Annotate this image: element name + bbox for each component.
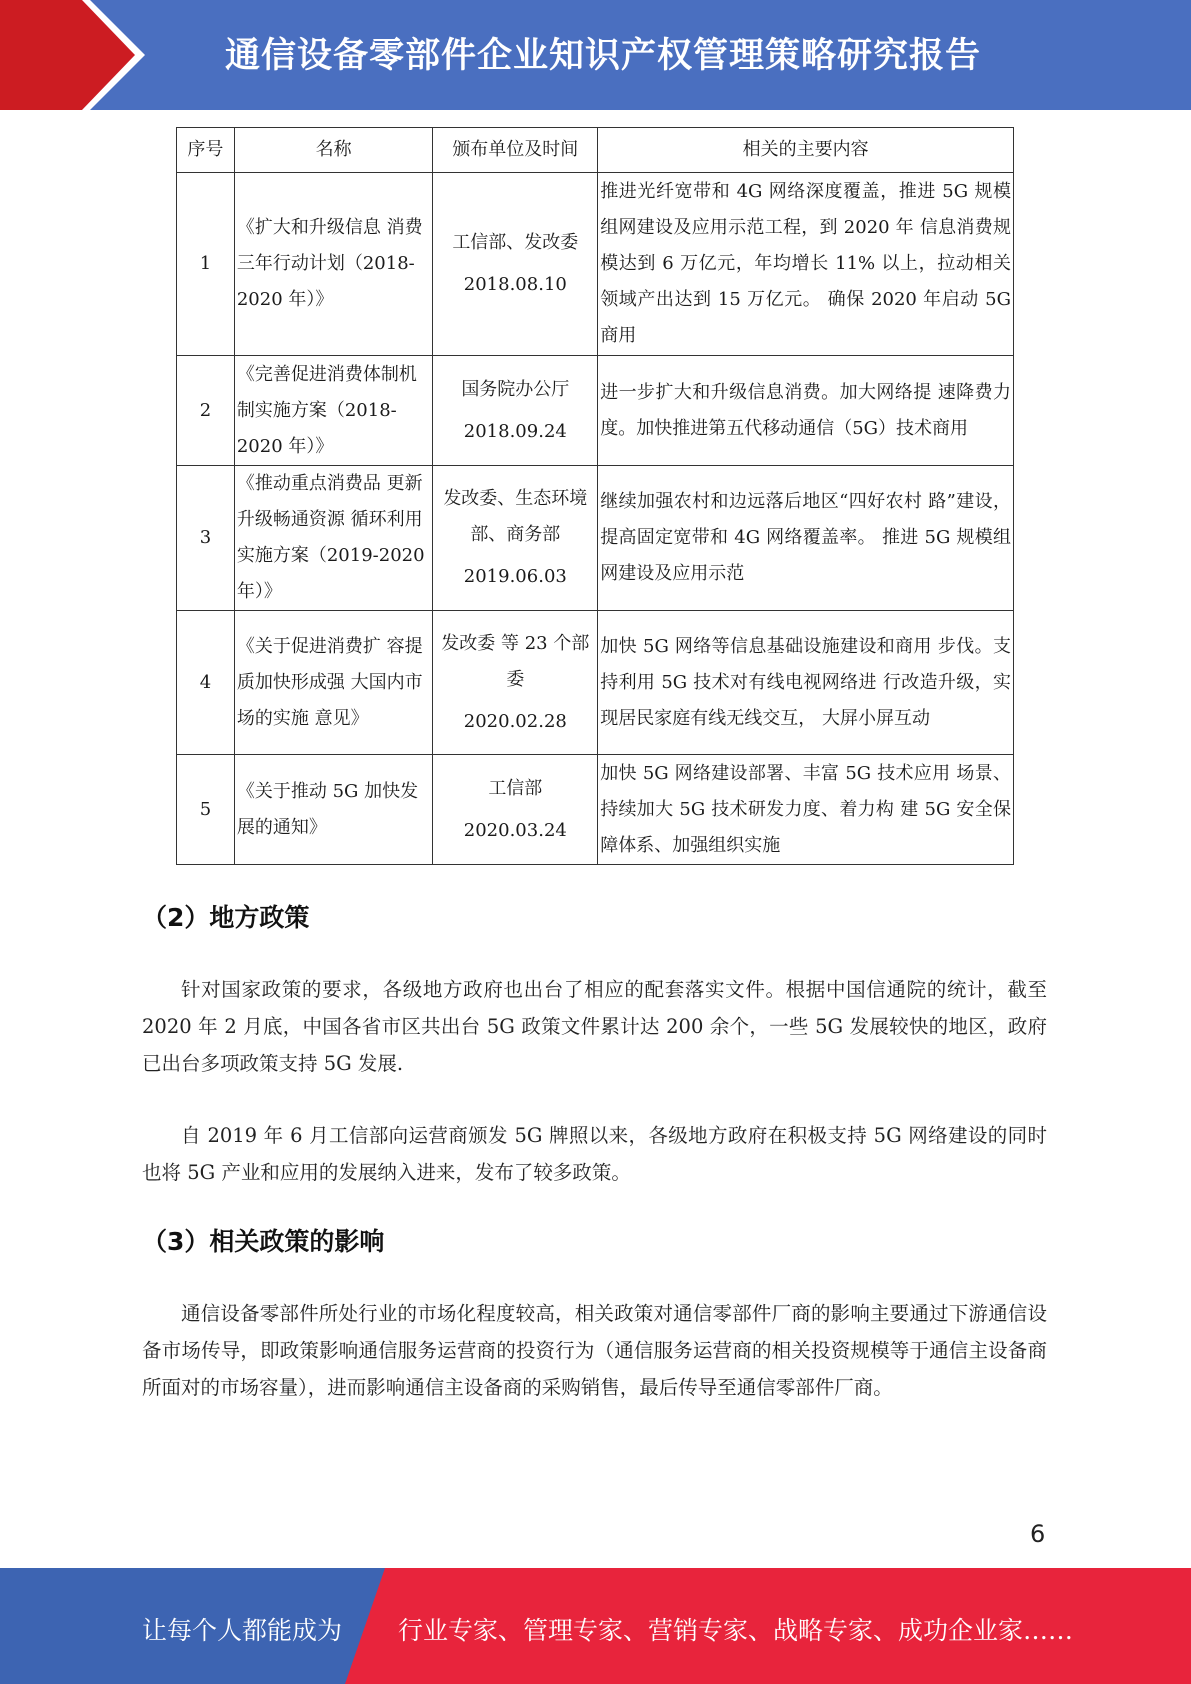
- table-row: [177, 466, 1014, 611]
- policy-content: 推进光纤宽带和 4G 网络深度覆盖，推进 5G 规模组网建设及应用示范工程，到 2020 年 信息消费规模达到 6 万亿元，年均增长 11% 以上，拉动相关领域产出达到 15 万亿元。 确保 2020 年启动 5G 商用: [598, 173, 1014, 356]
- table-row: [177, 611, 1014, 755]
- policy-org: 工信部: [488, 777, 543, 799]
- policy-date: 2019.06.03: [463, 566, 567, 587]
- column-header-content: 相关的主要内容: [598, 128, 1014, 173]
- policy-org-date: [433, 755, 598, 865]
- policy-name: 《关于促进消费扩 容提质加快形成强 大国内市场的实施 意见》: [234, 611, 433, 755]
- footer-slogan-right: 行业专家、管理专家、营销专家、战略专家、成功企业家……: [398, 1616, 1074, 1645]
- policy-content: 加快 5G 网络建设部署、丰富 5G 技术应用 场景、持续加大 5G 技术研发力度、着力构 建 5G 安全保障体系、加强组织实施: [598, 755, 1014, 865]
- footer-slogan-left: 让每个人都能成为: [142, 1616, 343, 1645]
- policy-org-date: [433, 466, 598, 611]
- page-number: 6: [1030, 1520, 1046, 1548]
- policy-name: 《完善促进消费体制机制实施方案（2018-2020 年）》: [234, 356, 433, 466]
- policy-date: 2020.03.24: [463, 819, 567, 841]
- page-footer: [0, 1568, 1191, 1684]
- policy-content: 进一步扩大和升级信息消费。加大网络提 速降费力度。加快推进第五代移动通信（5G）技术商用: [598, 356, 1014, 466]
- policy-content: 继续加强农村和边远落后地区“四好农村 路”建设，提高固定宽带和 4G 网络覆盖率。 推进 5G 规模组网建设及应用示范: [598, 466, 1014, 611]
- policy-org: 国务院办公厅: [461, 378, 570, 400]
- policy-name: 《关于推动 5G 加快发展的通知》: [234, 755, 433, 865]
- report-title: 通信设备零部件企业知识产权管理策略研究报告: [225, 36, 982, 76]
- page-header: [0, 0, 1191, 110]
- policy-table: [176, 127, 1014, 865]
- row-index: 2: [177, 356, 235, 466]
- column-header-org-date: 颁布单位及时间: [433, 128, 598, 173]
- table-row: [177, 755, 1014, 865]
- section-heading-local-policy: （2）地方政策: [142, 903, 310, 932]
- paragraph: 自 2019 年 6 月工信部向运营商颁发 5G 牌照以来，各级地方政府在积极支持 5G 网络建设的同时也将 5G 产业和应用的发展纳入进来，发布了较多政策。: [142, 1124, 1047, 1184]
- column-header-name: 名称: [234, 128, 433, 173]
- table-row: [177, 173, 1014, 356]
- section-heading-policy-impact: （3）相关政策的影响: [142, 1227, 385, 1256]
- policy-name: 《推动重点消费品 更新升级畅通资源 循环利用实施方案（2019-2020 年）》: [234, 466, 433, 611]
- table-row: [177, 356, 1014, 466]
- table-header-row: [177, 128, 1014, 173]
- policy-date: 2020.02.28: [463, 710, 567, 732]
- policy-org-date: [433, 611, 598, 755]
- header-arrow-decoration: [0, 0, 150, 110]
- row-index: 5: [177, 755, 235, 865]
- policy-date: 2018.09.24: [463, 420, 567, 442]
- paragraph: 针对国家政策的要求，各级地方政府也出台了相应的配套落实文件。根据中国信通院的统计，截至 2020 年 2 月底，中国各省市区共出台 5G 政策文件累计达 200 余个，一些 5G 发展较快的地区，政府已出台多项政策支持 5G 发展.: [142, 978, 1047, 1075]
- row-index: 1: [177, 173, 235, 356]
- policy-name: 《扩大和升级信息 消费三年行动计划（2018-2020 年）》: [234, 173, 433, 356]
- policy-date: 2018.08.10: [463, 274, 567, 295]
- paragraph: 通信设备零部件所处行业的市场化程度较高，相关政策对通信零部件厂商的影响主要通过下游通信设备市场传导，即政策影响通信服务运营商的投资行为（通信服务运营商的相关投资规模等于通信主设备商所面对的市场容量），进而影响通信主设备商的采购销售，最后传导至通信零部件厂商。: [142, 1302, 1047, 1399]
- policy-org: 工信部、发改委: [452, 232, 579, 253]
- row-index: 3: [177, 466, 235, 611]
- policy-org: 发改委、生态环境部、商务部: [443, 488, 588, 545]
- row-index: 4: [177, 611, 235, 755]
- policy-org: 发改委 等 23 个部委: [441, 632, 590, 690]
- policy-org-date: [433, 173, 598, 356]
- policy-content: 加快 5G 网络等信息基础设施建设和商用 步伐。支持利用 5G 技术对有线电视网络进 行改造升级，实现居民家庭有线无线交互， 大屏小屏互动: [598, 611, 1014, 755]
- column-header-index: 序号: [177, 128, 235, 173]
- policy-org-date: [433, 356, 598, 466]
